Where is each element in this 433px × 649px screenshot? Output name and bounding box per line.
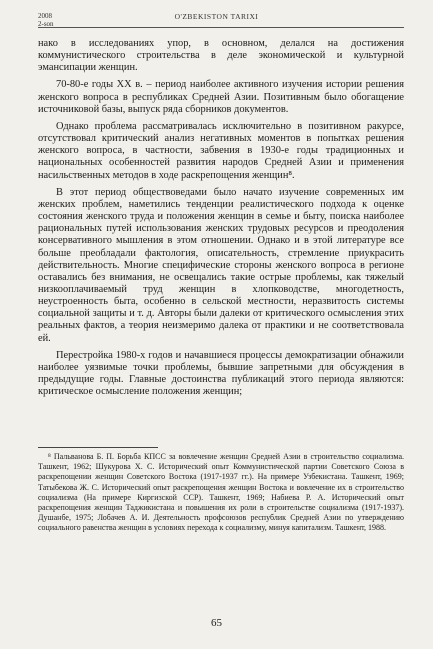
paragraph-2: 70-80-е годы XX в. – период наиболее активного изучения истории решения женского вопроса в республиках Средней Азии. Позитивным было обогащение источниковой базы, выпуск ряда сборников документов. xyxy=(38,79,404,115)
paragraph-3: Однако проблема рассматривалась исключительно в позитивном ракурсе, отсутствовал критический анализ негативных моментов в попытках решения женского вопроса, в частности, забвения в 1930-е годы традиционных и национальных особенностей развития народов Средней Азии и применения насильственных методов в ходе раскрепощения женщин⁸. xyxy=(38,120,404,181)
header-issue: 2-son xyxy=(38,20,54,28)
article-body xyxy=(38,38,404,403)
page-number: 65 xyxy=(211,617,222,629)
header-year: 2008 xyxy=(38,12,52,20)
footnote-text: ⁸ Пальванова Б. П. Борьба КПСС за вовлечение женщин Средней Азии в строительство социализма. Ташкент, 1962; Шукурова Х. С. Исторический опыт Коммунистической партии Советского Союза в раскрепощении женщин Советского Востока (1917-1937 гг.). На примере Узбекистана. Ташкент, 1969; Татыбекова Ж. С. Исторический опыт раскрепощения женщин Востока и вовлечение их в строительство социализма (На примере Киргизской ССР). Ташкент, 1969; Набиева Р. А. Исторический опыт раскрепощения женщин Таджикистана и повышения их роли в строительстве социализма (1917-1937). Душанбе, 1975; Лобачев А. И. Деятельность профсоюзов республик Средней Азии по утверждению социального равенства женщин в условиях перехода к социализму, минуя капитализм. Ташкент, 1988. xyxy=(38,452,404,533)
footnote-divider xyxy=(38,447,158,448)
header-journal-title: O'ZBEKISTON TARIXI xyxy=(174,12,259,21)
footnote xyxy=(38,452,404,534)
paragraph-5: Перестройка 1980-х годов и начавшиеся процессы демократизации обнажили наиболее уязвимые точки проблемы, бывшие запретными для обсуждения в предыдущие годы. Главные достоинства публикаций этого периода являются: критическое осмысление положения женщин; xyxy=(38,349,404,398)
header-divider xyxy=(38,27,404,28)
paragraph-4: В этот период обществоведами было начато изучение современных им женских проблем, наметились тенденции реалистического подхода к оценке состояния женского труда и положения женщин в семье и быту, поиска наиболее рациональных путей использования женских трудовых ресурсов и преодоления консервативного мышления в этом отношении. Однако и в этой литературе все больше преобладали фактология, описательность, стремление приукрасить действительность. Многие специфические стороны женского вопроса в регионе оставались без внимания, не освещались такие острые проблемы, как тяжелый низкооплачиваемый труд женщин в хлопководстве, многодетность, неустроенность быта, особенно в сельской местности, неразвитость системы социальной защиты и т. д. Авторы были далеки от критического осмысления этих реальных фактов, а теория неизмеримо далека от практики и не соответствовала ей. xyxy=(38,186,404,344)
paragraph-1: нако в исследованиях упор, в основном, делался на достижения коммунистического строительства в деле экономической и культурной эмансипации женщин. xyxy=(38,38,404,74)
